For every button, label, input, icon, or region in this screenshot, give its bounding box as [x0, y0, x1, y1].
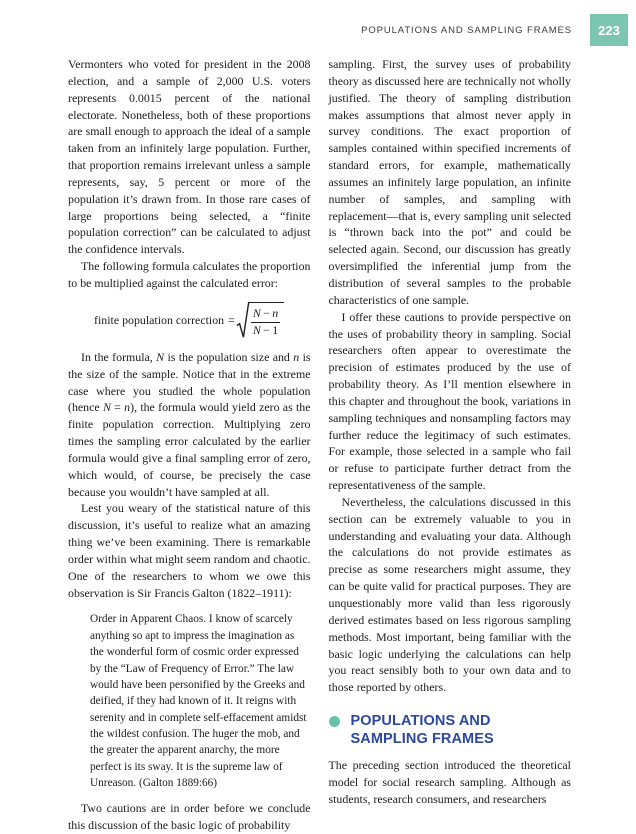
- paragraph: Vermonters who voted for president in the 2008 election, and a sample of 2,000 U.S. voters represents 0.0015 percent of the national electorate. Nonetheless, both of these proportions are small enough to approach the ideal of a sample taken from an infinitely large population. Further, that proportion remains irrelevant unless a sample represents, say, 5 percent or more of the population it’s drawn from. In those rare cases of large proportions being selected, a “finite population correction” can be calculated to adjust the confidence intervals.: [68, 57, 311, 257]
- paragraph: Two cautions are in order before we conclude this discussion of the basic logic of probability: [68, 801, 311, 833]
- paragraph: Nevertheless, the calculations discussed in this section can be extremely valuable to you in understanding and evaluating your data. Although the calculations do not provide estimates as precise as some researchers might assume, they can be quite valid for practical purposes. They are unquestionably more valid than less rigorously derived estimates based on less rigorous sampling methods. Most important, being familiar with the basic logic underlying the calculations can help you react sensibly both to your own data and to those reported by others.: [328, 494, 571, 695]
- galton-block-quote: Order in Apparent Chaos. I know of scarcely anything so apt to impress the imagination as the wonderful form of cosmic order expressed by the “Law of Frequency of Error.” The law would have been personified by the Greeks and deified, if they had known of it. It reigns with serenity and in complete self-effacement amidst the wildest confusion. The huger the mob, and the greater the apparent anarchy, the more perfect is its sway. It is the supreme law of Unreason. (Galton 1889:66): [90, 613, 307, 789]
- finite-population-correction-formula: [94, 302, 311, 339]
- square-root-expression: [236, 302, 284, 339]
- paragraph: sampling. First, the survey uses of probability theory as discussed here are technically not wholly justified. The theory of sampling distribution makes assumptions that almost never apply in survey conditions. The exact proportion of samples contained within specified increments of standard errors, for example, mathematically assumes an infinitely large population, an infinite number of samples, and sampling with replacement—that is, every sampling unit selected is “thrown back into the pot” and could be selected again. Second, our discussion has greatly oversimplified the inferential jump from the distribution of several samples to the probable characteristics of one sample.: [328, 57, 571, 307]
- fraction-numerator: N − n: [252, 305, 279, 320]
- paragraph: The preceding section introduced the theoretical model for social research sampling. Although as students, research consumers, and researchers: [328, 758, 571, 806]
- right-column: [329, 56, 572, 834]
- two-column-text: [68, 56, 571, 834]
- formula-label: finite population correction: [94, 312, 225, 327]
- left-column: [68, 56, 311, 834]
- running-head: POPULATIONS AND SAMPLING FRAMES: [361, 25, 572, 36]
- section-heading-label: POPULATIONS AND SAMPLING FRAMES: [350, 713, 494, 747]
- paragraph: The following formula calculates the proportion to be multiplied against the calculated error:: [68, 259, 311, 290]
- section-heading: [329, 713, 572, 748]
- section-bullet-icon: [329, 716, 340, 727]
- paragraph: I offer these cautions to provide perspective on the uses of probability theory in sampling. Social researchers often appear to overestimate the precision of estimates produced by the use of probability theory. As I’ll mention elsewhere in this chapter and throughout the book, variations in sampling techniques and nonsampling factors may further reduce the legitimacy of such estimates. For example, those selected in a sample who fail or refuse to participate further detract from the representativeness of the sample.: [328, 309, 571, 493]
- equals-sign: =: [228, 312, 235, 327]
- paragraph: In the formula, N is the population size and n is the size of the sample. Notice that in the extreme case where you studied the whole population (hence N = n), the formula would yield zero as the finite population correction. Multiplying zero times the sampling error calculated by the earlier formula would give a final sampling error of zero, which would, of course, be precisely the case because you wouldn’t have sampled at all.: [68, 349, 311, 499]
- radicand: [248, 302, 284, 338]
- fraction: [251, 307, 280, 338]
- page-number-badge: 223: [590, 14, 628, 46]
- fraction-denominator: N − 1: [252, 323, 279, 338]
- paragraph: Lest you weary of the statistical nature of this discussion, it’s useful to realize what an amazing thing we’ve been examining. There is remarkable order within what might seem random and chaotic. One of the researchers to whom we owe this observation is Sir Francis Galton (1822–1911):: [68, 501, 311, 600]
